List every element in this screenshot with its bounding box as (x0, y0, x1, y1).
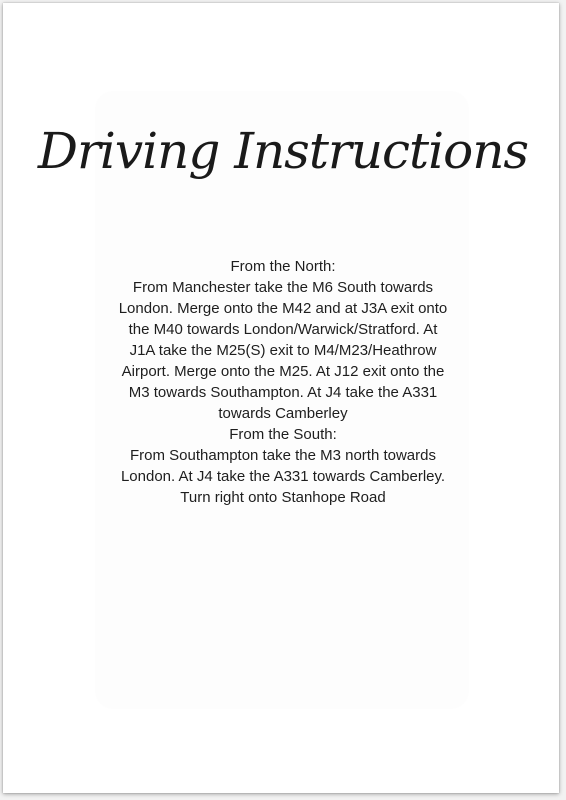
instructions-text (60, 256, 506, 508)
text-line: London. Merge onto the M42 and at J3A exit onto (118, 300, 448, 317)
text-line-south-heading: From the South: (229, 426, 337, 443)
text-line-north-heading: From the North: (230, 258, 336, 275)
text-line: the M40 towards London/Warwick/Stratford. At (128, 321, 438, 338)
text-line: M3 towards Southampton. At J4 take the A331 (128, 384, 438, 401)
text-line: Airport. Merge onto the M25. At J12 exit onto the (121, 363, 445, 380)
text-line: London. At J4 take the A331 towards Camberley. (120, 468, 446, 485)
text-line: From Southampton take the M3 north towards (130, 447, 436, 464)
text-line: J1A take the M25(S) exit to M4/M23/Heathrow (129, 342, 437, 359)
text-line: towards Camberley (218, 405, 348, 422)
text-line: From Manchester take the M6 South towards (132, 279, 434, 296)
text-line: Turn right onto Stanhope Road (180, 489, 386, 506)
page-title: Driving Instructions (37, 122, 529, 180)
